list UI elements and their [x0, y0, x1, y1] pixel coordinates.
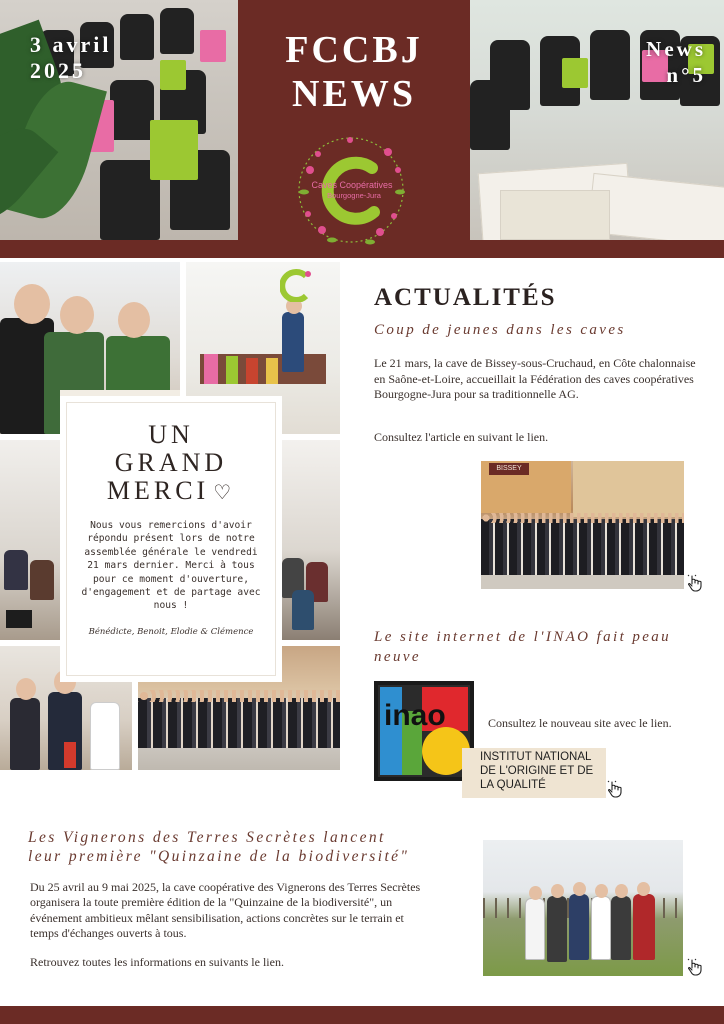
caves-cooperatives-logo [288, 130, 414, 250]
issue-date-day: 3 avril [30, 32, 112, 57]
inao-label-3: LA QUALITÉ [480, 779, 546, 791]
photo-audience-right [278, 440, 340, 640]
article-3-title-1: Les Vignerons des Terres Secrètes lancent [28, 829, 386, 846]
masthead-line-1: FCCBJ [285, 29, 423, 71]
inao-logo-letters: inao [384, 699, 446, 732]
issue-number-value: n°5 [666, 63, 706, 87]
thank-you-message: Nous vous remercions d'avoir répondu présent lors de notre assemblée générale le vendredi 21 mars dernier. Merci à tous pour ce moment d'ouverture, d'engagement et de partage avec nous ! [81, 520, 261, 612]
article-2-title: Le site internet de l'INAO fait peau neuve [374, 629, 672, 665]
article-2-link[interactable]: Consultez le nouveau site avec le lien. [488, 716, 672, 730]
inao-label-1: INSTITUT NATIONAL [480, 751, 592, 763]
thank-you-card [66, 402, 276, 676]
photo-collage [0, 262, 340, 774]
article-3-title-2: leur première "Quinzaine de la biodiversité" [28, 848, 410, 865]
inao-logo[interactable] [374, 681, 474, 781]
thank-you-title-1: UN [148, 420, 194, 449]
logo-text-2: Bourgogne-Jura [327, 191, 381, 200]
article-1-body: Le 21 mars, la cave de Bissey-sous-Cruchaud, en Côte chalonnaise en Saône-et-Loire, accueillait la Fédération des caves coopératives Bourgogne-Jura pour sa traditionnelle AG. [374, 356, 696, 402]
heart-icon: ♡ [213, 482, 236, 504]
article-3-link[interactable]: Retrouvez toutes les informations en suivants le lien. [30, 955, 284, 969]
masthead-title [238, 28, 470, 116]
issue-number [646, 36, 706, 88]
pointing-hand-icon[interactable] [686, 574, 704, 592]
logo-text-1: Caves Coopératives [311, 180, 393, 190]
article-1-link[interactable]: Consultez l'article en suivant le lien. [374, 430, 549, 444]
masthead-line-2: NEWS [292, 73, 416, 115]
issue-date-year: 2025 [30, 58, 86, 83]
thank-you-title [67, 421, 275, 507]
inao-label [462, 748, 606, 798]
section-title-actualites: ACTUALITÉS [374, 284, 557, 311]
thank-you-title-3: MERCI [106, 476, 210, 505]
issue-number-label: News [646, 37, 706, 61]
footer-bar [0, 1006, 724, 1024]
inao-label-2: DE L'ORIGINE ET DE [480, 765, 594, 777]
thank-you-title-2: GRAND [114, 448, 228, 477]
pointing-hand-icon[interactable] [686, 958, 704, 976]
article-1-photo[interactable] [481, 461, 684, 589]
article-3-title [28, 828, 448, 866]
article-1-title: Coup de jeunes dans les caves [374, 322, 626, 338]
pointing-hand-icon[interactable] [606, 780, 624, 798]
thank-you-signature: Bénédicte, Benoit, Elodie & Clémence [88, 626, 254, 637]
issue-date [30, 32, 112, 84]
photo-audience-left [0, 440, 64, 640]
article-3-photo[interactable] [483, 840, 683, 976]
article-3-body: Du 25 avril au 9 mai 2025, la cave coopérative des Vignerons des Terres Secrètes organisera la toute première édition de la "Quinzaine de la biodiversité", un événement ambitieux mêlant sensibilisation, actions concrètes sur le terrain et temps d'échanges ouverts à tous. [30, 880, 421, 940]
article-1-photo-sign: BISSEY [489, 463, 529, 475]
